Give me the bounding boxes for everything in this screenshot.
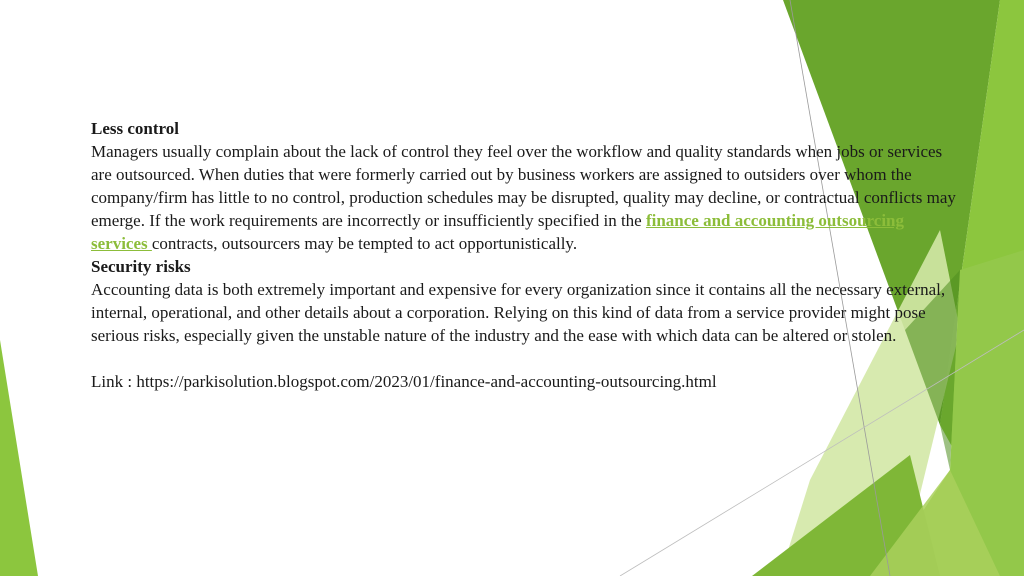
body-text-after-link: contracts, outsourcers may be tempted to act opportunistically. (151, 234, 578, 253)
footer-source-link[interactable]: Link : https://parkisolution.blogspot.com/2023/01/finance-and-accounting-outsourcing.html (91, 372, 717, 391)
section-body-less-control (91, 140, 961, 255)
body-text-before-link: Managers usually complain about the lack of control they feel over the workflow and quality standards when jobs or services are outsourced. When duties that were formerly carried out by business workers are assigned to outsiders over whom the company/firm has little to no control, production schedules may be disrupted, quality may decline, or contractual conflicts may emerge. If the work requirements are incorrectly or insufficiently specified in the (91, 142, 956, 230)
section-heading-security-risks: Security risks (91, 257, 191, 276)
section-body-security-risks: Accounting data is both extremely important and expensive for every organization since it contains all the necessary external, internal, operational, and other details about a corporation. Relying on this kind of data from a service provider might pose serious risks, especially given the unstable nature of the industry and the ease with which data can be altered or stolen. (91, 280, 946, 345)
paragraph-spacer (91, 347, 961, 370)
section-heading-less-control: Less control (91, 119, 179, 138)
finance-accounting-outsourcing-link[interactable]: finance and accounting outsourcing services (91, 211, 904, 253)
left-green-facet (0, 340, 38, 576)
slide-text-content (91, 117, 961, 393)
